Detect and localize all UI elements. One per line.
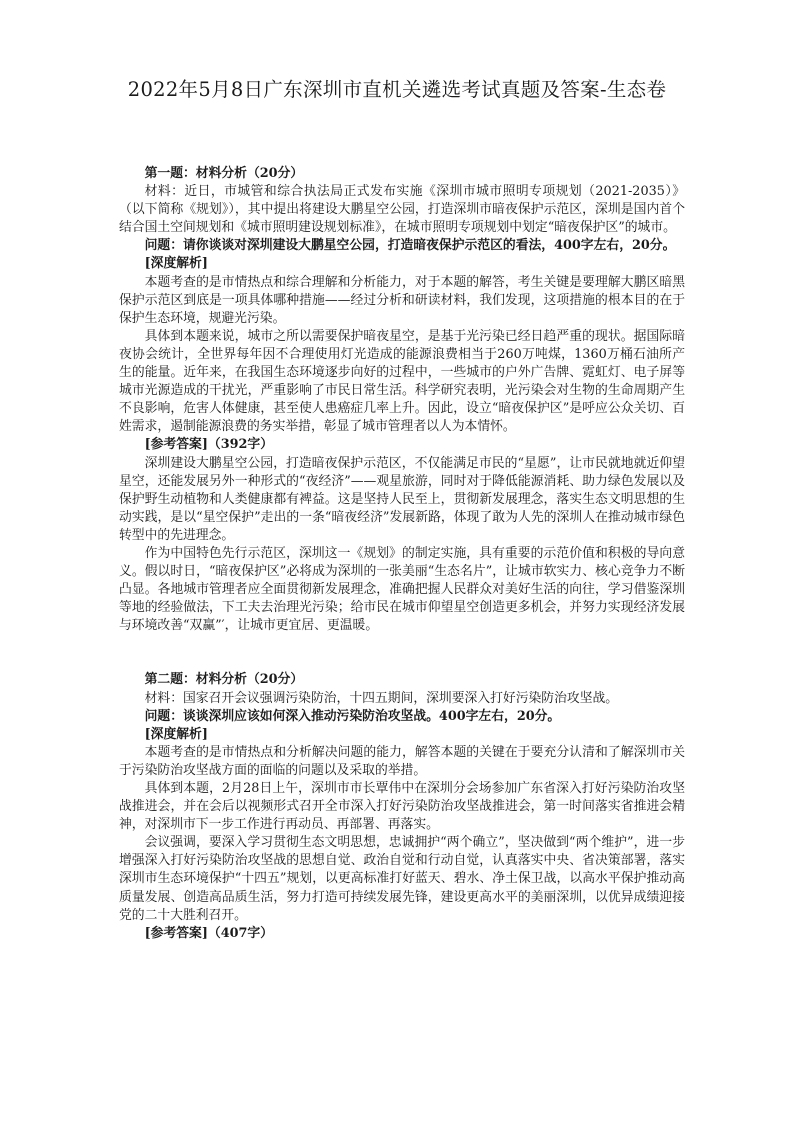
document-body bbox=[119, 165, 685, 943]
section1-answer-label: [参考答案]（392字） bbox=[144, 437, 273, 453]
section2-analysis-paragraph-2: 具体到本题，2月28日上午，深圳市市长覃伟中在深圳分会场参加广东省深入打好污染防治攻坚战推进会，并在会后以视频形式召开全市深入打好污染防治攻坚战推进会，第一时间落实省推进会精神，对深圳市下一步工作进行再动员、再部署、再落实。 bbox=[119, 781, 685, 833]
section2-analysis-paragraph-3: 会议强调，要深入学习贯彻生态文明思想，忠诚拥护“两个确立”，坚决做到“两个维护”，进一步增强深入打好污染防治攻坚战的思想自觉、政治自觉和行动自觉，认真落实中央、省决策部署，落实深圳市生态环境保护“十四五”规划，以更高标准打好蓝天、碧水、净土保卫战，以高水平保护推动高质量发展、创造高品质生活，努力打造可持续发展先锋，建设更高水平的美丽深圳，以优异成绩迎接党的二十大胜利召开。 bbox=[119, 835, 685, 923]
section1-question: 问题：请你谈谈对深圳建设大鹏星空公园，打造暗夜保护示范区的看法，400字左右，20分。 bbox=[144, 238, 676, 254]
section2-analysis-paragraph-1: 本题考查的是市情热点和分析解决问题的能力，解答本题的关键在于要充分认清和了解深圳市关于污染防治攻坚战方面的面临的问题以及采取的举措。 bbox=[119, 744, 685, 778]
section2-question: 问题：谈谈深圳应该如何深入推动污染防治攻坚战。400字左右，20分。 bbox=[144, 708, 561, 724]
section1-analysis-paragraph-1: 本题考查的是市情热点和综合理解和分析能力，对于本题的解答，考生关键是要理解大鹏区暗黑保护示范区到底是一项具体哪种措施——经过分析和研读材料，我们发现，这项措施的根本目的在于保护生态环境，规避光污染。 bbox=[119, 274, 685, 326]
section-spacer bbox=[119, 635, 685, 671]
section1-answer-paragraph-2: 作为中国特色先行示范区，深圳这一《规划》的制定实施，具有重要的示范价值和积极的导向意义。假以时日，“暗夜保护区”必将成为深圳的一张美丽“生态名片”，让城市软实力、核心竞争力不断凸显。各地城市管理者应全面贯彻新发展理念，准确把握人民群众对美好生活的向往，学习借鉴深圳等地的经验做法，下工夫去治理光污染；给市民在城市仰望星空创造更多机会，并努力实现经济发展与环境改善“双赢”′，让城市更宜居、更温暖。 bbox=[119, 545, 685, 634]
section1-heading: 第一题：材料分析（20分） bbox=[144, 166, 304, 181]
section2-heading: 第二题：材料分析（20分） bbox=[144, 672, 304, 688]
section2-analysis-label: [深度解析] bbox=[144, 726, 208, 742]
section2-answer-label: [参考答案]（407字） bbox=[144, 925, 273, 941]
section1-material: 材料：近日，市城管和综合执法局正式发布实施《深圳市城市照明专项规划（2021-2035）》（以下简称《规划》），其中提出将建设大鹏星空公园，打造深圳市暗夜保护示范区，深圳是国内首个结合国土空间规划和《城市照明建设规划标准》，在城市照明专项规划中划定“暗夜保护区”的城市。 bbox=[119, 184, 685, 236]
section1-answer-paragraph-1: 深圳建设大鹏星空公园，打造暗夜保护示范区，不仅能满足市民的“星愿”，让市民就地就近仰望星空，还能发展另外一种形式的“夜经济”——观星旅游，同时对于降低能源消耗、助力绿色发展以及保护野生动植物和人类健康都有裨益。这是坚持人民至上，贯彻新发展理念，落实生态文明思想的生动实践，是以“星空保护”走出的一条“暗夜经济”发展新路，体现了敢为人先的深圳人在推动城市绿色转型中的先进理念。 bbox=[119, 455, 685, 543]
document-title: 2022年5月8日广东深圳市直机关遴选考试真题及答案-生态卷 bbox=[127, 78, 667, 101]
section1-analysis-label: [深度解析] bbox=[144, 256, 208, 272]
section1-analysis-paragraph-2: 具体到本题来说，城市之所以需要保护暗夜星空，是基于光污染已经日趋严重的现状。据国际暗夜协会统计，全世界每年因不合理使用灯光造成的能源浪费相当于260万吨煤，1360万桶石油所产生的能量。近年来，在我国生态环境逐步向好的过程中，一些城市的户外广告牌、霓虹灯、电子屏等城市光源造成的干扰光，严重影响了市民日常生活。科学研究表明，光污染会对生物的生命周期产生不良影响，危害人体健康，甚至使人患癌症几率上升。因此，设立“暗夜保护区”是呼应公众关切、百姓需求，遏制能源浪费的务实举措，彰显了城市管理者以人为本情怀。 bbox=[119, 328, 685, 435]
section2-material: 材料：国家召开会议强调污染防治，十四五期间，深圳要深入打好污染防治攻坚战。 bbox=[144, 690, 619, 706]
